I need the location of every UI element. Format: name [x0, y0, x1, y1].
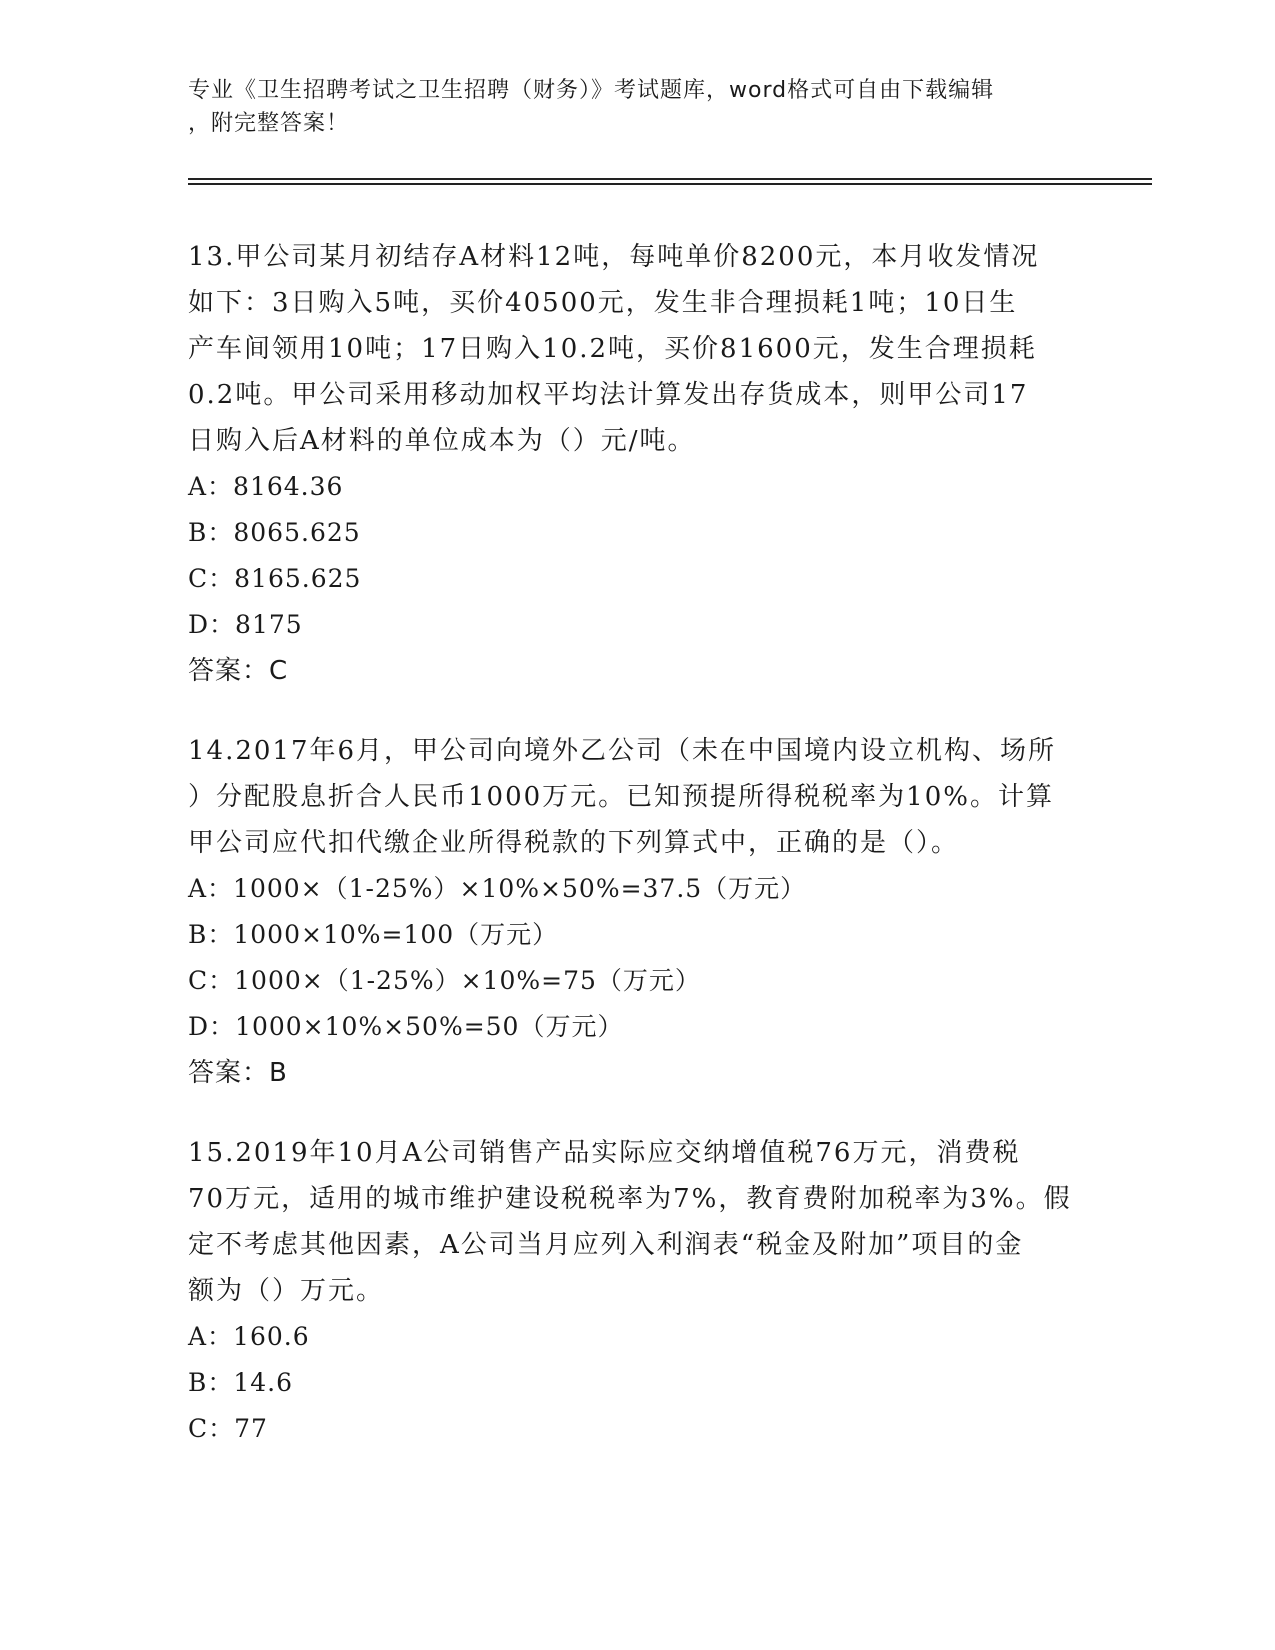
option-b: B：1000×10%=100（万元） [188, 920, 559, 949]
option-a: A：1000×（1-25%）×10%×50%=37.5（万元） [188, 874, 807, 903]
question-stem-line: 额为（）万元。 [188, 1276, 385, 1306]
option-c: C：1000×（1-25%）×10%=75（万元） [188, 966, 701, 995]
option-d: D：8175 [188, 610, 303, 639]
question-stem-line: 70万元，适用的城市维护建设税税率为7%，教育费附加税率为3%。假 [188, 1184, 1072, 1214]
question-stem-line: 14.2017年6月，甲公司向境外乙公司（未在中国境内设立机构、场所 [188, 736, 1057, 766]
question-stem-line: 0.2吨。甲公司采用移动加权平均法计算发出存货成本，则甲公司17 [188, 380, 1029, 410]
question-stem-line: 13.甲公司某月初结存A材料12吨，每吨单价8200元，本月收发情况 [188, 242, 1040, 272]
header-line: 专业《卫生招聘考试之卫生招聘（财务）》考试题库，word格式可自由下载编辑 [188, 78, 995, 103]
question-list [188, 234, 1088, 1486]
question-stem-line: 日购入后A材料的单位成本为（）元/吨。 [188, 426, 696, 456]
option-b: B：14.6 [188, 1368, 294, 1397]
question-stem-line: 如下：3日购入5吨，买价40500元，发生非合理损耗1吨；10日生 [188, 288, 1018, 318]
header-line: ，附完整答案！ [188, 111, 350, 136]
answer-line: 答案：B [188, 1058, 288, 1088]
question-stem-line: 定不考虑其他因素，A公司当月应列入利润表“税金及附加”项目的金 [188, 1230, 1024, 1260]
answer-line: 答案：C [188, 656, 289, 686]
question-13 [188, 234, 1088, 694]
option-c: C：77 [188, 1414, 268, 1443]
option-b: B：8065.625 [188, 518, 361, 547]
option-c: C：8165.625 [188, 564, 362, 593]
question-15 [188, 1130, 1088, 1452]
question-stem-line: 甲公司应代扣代缴企业所得税款的下列算式中，正确的是（）。 [188, 828, 960, 858]
header-divider [188, 178, 1152, 180]
option-a: A：160.6 [188, 1322, 310, 1351]
question-stem-line: 产车间领用10吨；17日购入10.2吨，买价81600元，发生合理损耗 [188, 334, 1037, 364]
question-14 [188, 728, 1088, 1096]
header-divider [188, 183, 1152, 185]
question-stem-line: 15.2019年10月A公司销售产品实际应交纳增值税76万元，消费税 [188, 1138, 1021, 1168]
question-stem-line: ）分配股息折合人民币1000万元。已知预提所得税税率为10%。计算 [188, 782, 1054, 812]
option-d: D：1000×10%×50%=50（万元） [188, 1012, 624, 1041]
option-a: A：8164.36 [188, 472, 344, 501]
document-header [188, 74, 1088, 140]
